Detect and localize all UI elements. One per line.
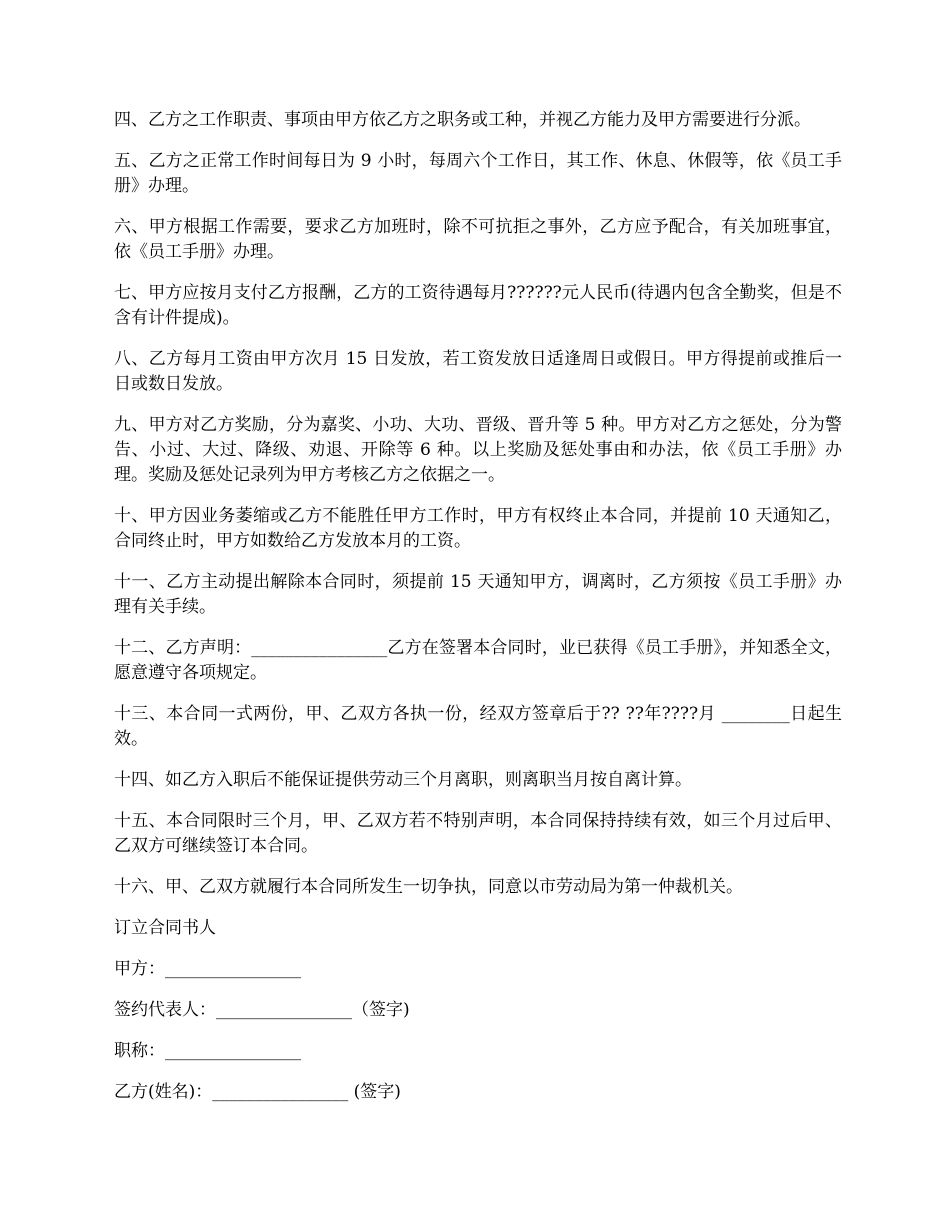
clause-11: 十一、乙方主动提出解除本合同时，须提前 15 天通知甲方，调离时，乙方须按《员工手册》办理有关手续。 [114,572,842,617]
clause-14: 十四、如乙方入职后不能保证提供劳动三个月离职，则离职当月按自离计算。 [114,770,692,790]
clause-7: 七、甲方应按月支付乙方报酬，乙方的工资待遇每月??????元人民币(待遇内包含全勤奖，但是不含有计件提成)。 [114,283,842,328]
clause-12: 十二、乙方声明：________________乙方在签署本合同时，业已获得《员工手册》，并知悉全文，愿意遵守各项规定。 [114,638,842,683]
clause-13: 十三、本合同一式两份，甲、乙双方各执一份，经双方签章后于?? ??年????月 ________日起生效。 [114,704,842,749]
clause-15: 十五、本合同限时三个月，甲、乙双方若不特别声明，本合同保持持续有效，如三个月过后甲、乙双方可继续签订本合同。 [114,811,842,856]
representative-line: 签约代表人：________________（签字) [114,1000,410,1020]
clause-8: 八、乙方每月工资由甲方次月 15 日发放，若工资发放日适逢周日或假日。甲方得提前或推后一日或数日发放。 [114,349,842,394]
contract-page [114,108,842,1121]
clause-9: 九、甲方对乙方奖励，分为嘉奖、小功、大功、晋级、晋升等 5 种。甲方对乙方之惩处，分为警告、小过、大过、降级、劝退、开除等 6 种。以上奖励及惩处事由和办法，依《员工手册》办理。奖励及惩处记录列为甲方考核乙方之依据之一。 [114,415,842,485]
clause-16: 十六、甲、乙双方就履行本合同所发生一切争执，同意以市劳动局为第一仲裁机关。 [114,877,743,897]
party-b-line: 乙方(姓名)：________________ (签字) [114,1082,401,1102]
clause-5: 五、乙方之正常工作时间每日为 9 小时，每周六个工作日，其工作、休息、休假等，依《员工手册》办理。 [114,151,842,196]
clause-10: 十、甲方因业务萎缩或乙方不能胜任甲方工作时，甲方有权终止本合同，并提前 10 天通知乙，合同终止时，甲方如数给乙方发放本月的工资。 [114,506,842,551]
clause-6: 六、甲方根据工作需要，要求乙方加班时，除不可抗拒之事外，乙方应予配合，有关加班事宜，依《员工手册》办理。 [114,217,842,262]
signature-heading: 订立合同书人 [114,918,216,938]
title-line: 职称：________________ [114,1041,301,1061]
clause-4: 四、乙方之工作职责、事项由甲方依乙方之职务或工种，并视乙方能力及甲方需要进行分派。 [114,110,811,130]
party-a-line: 甲方：________________ [114,959,301,979]
